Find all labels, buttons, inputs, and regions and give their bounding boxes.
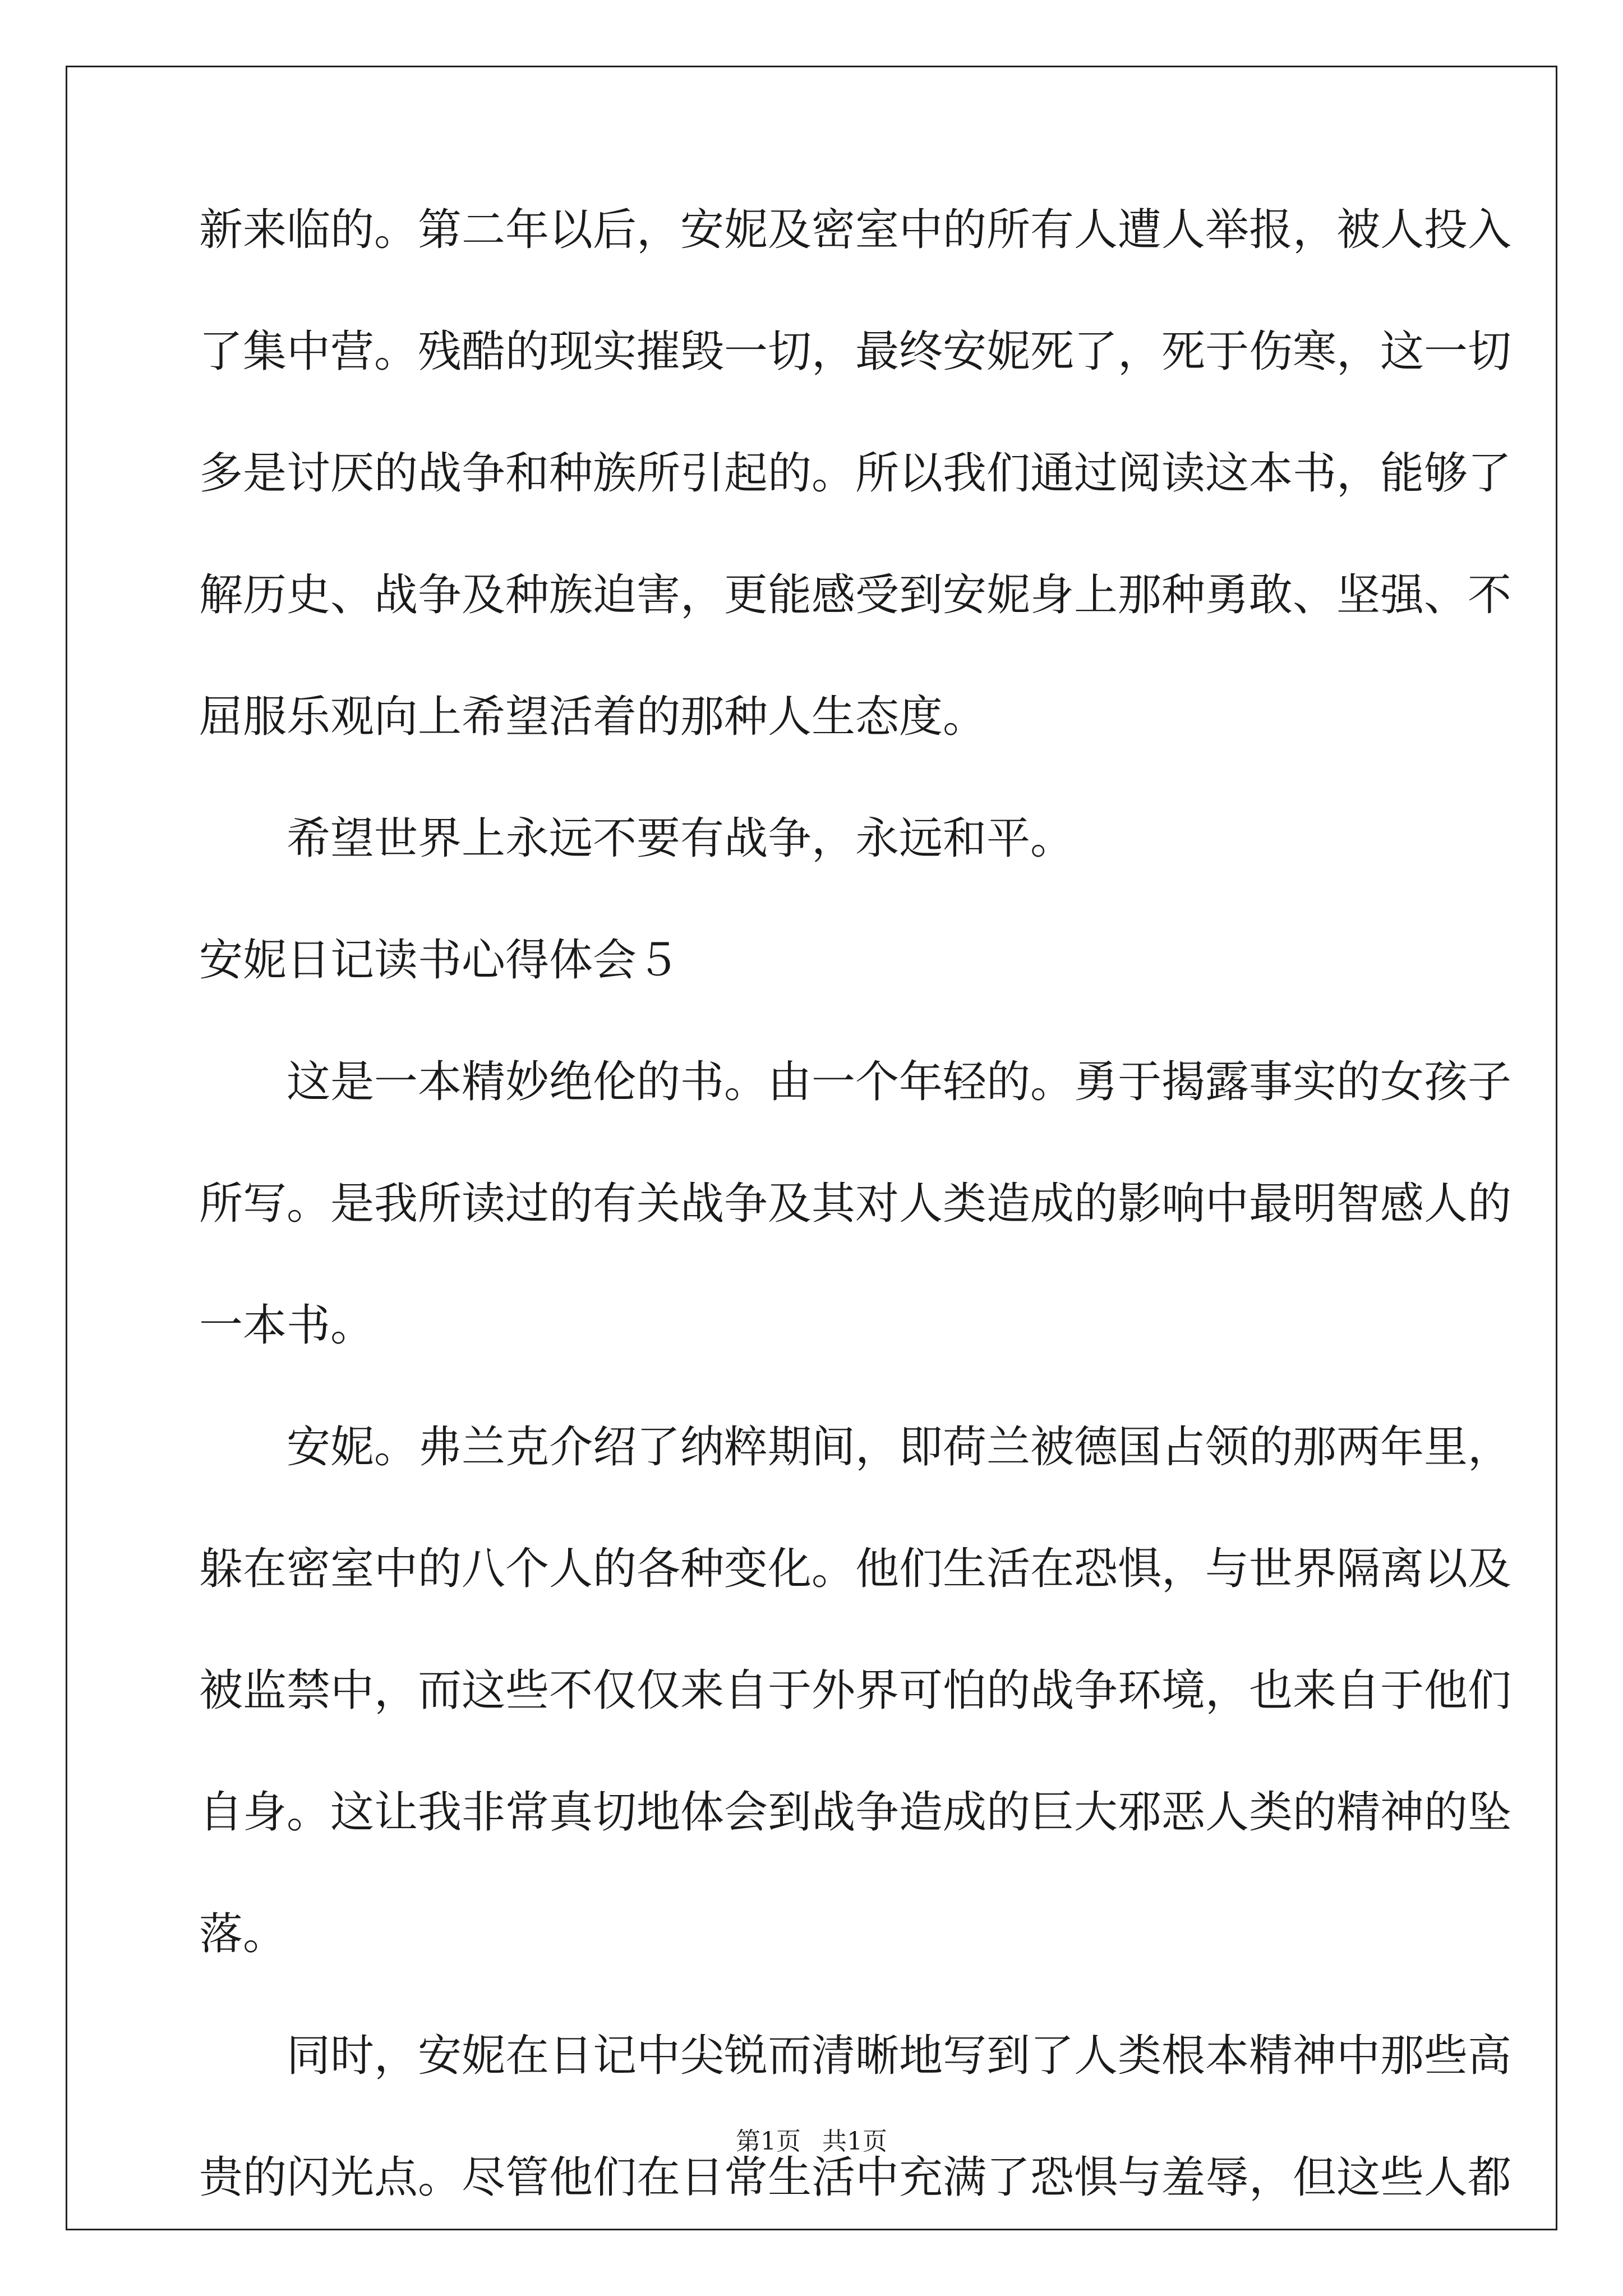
body-line: 解历史、战争及种族迫害，更能感受到安妮身上那种勇敢、坚强、不	[199, 570, 1512, 620]
body-line: 安妮。弗兰克介绍了纳粹期间，即荷兰被德国占领的那两年里，	[287, 1422, 1512, 1473]
body-line: 被监禁中，而这些不仅仅来自于外界可怕的战争环境，也来自于他们	[199, 1665, 1512, 1716]
body-line: 屈服乐观向上希望活着的那种人生态度。	[199, 692, 987, 742]
body-line: 落。	[199, 1909, 287, 1959]
body-line: 同时，安妮在日记中尖锐而清晰地写到了人类根本精神中那些高	[287, 2031, 1512, 2081]
body-line: 一本书。	[199, 1300, 375, 1351]
body-line: 了集中营。残酷的现实摧毁一切，最终安妮死了，死于伤寒，这一切	[199, 326, 1512, 377]
page-number: 第1页	[736, 2127, 801, 2156]
page-footer	[0, 2126, 1623, 2157]
section-heading: 安妮日记读书心得体会５	[199, 935, 681, 986]
body-line: 多是讨厌的战争和种族所引起的。所以我们通过阅读这本书，能够了	[199, 448, 1512, 499]
body-line: 自身。这让我非常真切地体会到战争造成的巨大邪恶人类的精神的坠	[199, 1787, 1512, 1838]
body-line: 躲在密室中的八个人的各种变化。他们生活在恐惧，与世界隔离以及	[199, 1544, 1512, 1594]
body-line: 这是一本精妙绝伦的书。由一个年轻的。勇于揭露事实的女孩子	[287, 1057, 1512, 1107]
page-total: 共1页	[822, 2127, 887, 2156]
body-line: 新来临的。第二年以后，安妮及密室中的所有人遭人举报，被人投入	[199, 205, 1512, 255]
body-line: 希望世界上永远不要有战争，永远和平。	[287, 813, 1075, 864]
body-line: 所写。是我所读过的有关战争及其对人类造成的影响中最明智感人的	[199, 1179, 1512, 1229]
body-line: 贵的闪光点。尽管他们在日常生活中充满了恐惧与羞辱，但这些人都	[199, 2152, 1512, 2203]
document-body	[199, 202, 1512, 2271]
